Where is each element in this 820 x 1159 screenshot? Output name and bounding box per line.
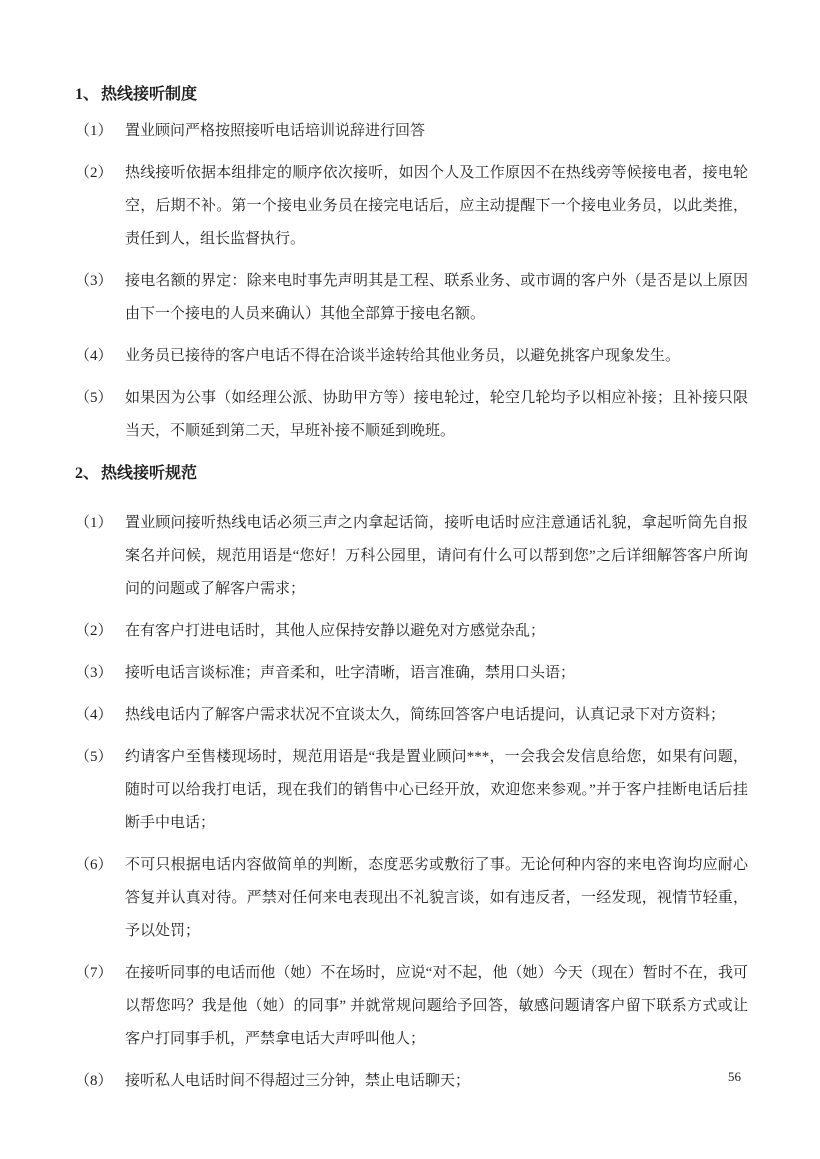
list-item-number: （3） bbox=[75, 273, 113, 289]
list-item bbox=[75, 849, 748, 948]
list-item-text: 在有客户打进电话时，其他人应保持安静以避免对方感觉杂乱； bbox=[125, 623, 546, 639]
list-item-text: 接听私人电话时间不得超过三分钟，禁止电话聊天； bbox=[125, 1073, 471, 1089]
list-item-number: （5） bbox=[75, 390, 113, 406]
list-item bbox=[75, 115, 748, 148]
list-item-text: 约请客户至售楼现场时，规范用语是“我是置业顾问***，一会我会发信息给您，如果有问题，随时可以给我打电话，现在我们的销售中心已经开放，欢迎您来参观。”并于客户挂断电话后挂断手中电话； bbox=[125, 749, 748, 831]
list-item-number: （4） bbox=[75, 707, 113, 723]
section-2-heading bbox=[75, 457, 748, 490]
list-item-text: 置业顾问严格按照接听电话培训说辞进行回答 bbox=[125, 123, 426, 139]
list-item-number: （5） bbox=[75, 749, 113, 765]
list-item bbox=[75, 265, 748, 331]
list-item-text: 如果因为公事（如经理公派、协助甲方等）接电轮过，轮空几轮均予以相应补接；且补接只限当天，不顺延到第二天，早班补接不顺延到晚班。 bbox=[125, 390, 748, 439]
list-item bbox=[75, 340, 748, 373]
list-item bbox=[75, 657, 748, 690]
list-item-text: 热线电话内了解客户需求状况不宜谈太久，简练回答客户电话提问，认真记录下对方资料； bbox=[125, 707, 726, 723]
list-item-number: （1） bbox=[75, 123, 113, 139]
list-item-text: 置业顾问接听热线电话必须三声之内拿起话筒，接听电话时应注意通话礼貌，拿起听筒先自报案名并问候，规范用语是“您好！万科公园里，请问有什么可以帮到您”之后详细解答客户所询问的问题或了解客户需求； bbox=[125, 515, 748, 597]
list-item bbox=[75, 1065, 748, 1098]
page-number: 56 bbox=[728, 1069, 741, 1084]
section-1-title: 热线接听制度 bbox=[101, 86, 198, 103]
list-item-text: 接听电话言谈标准；声音柔和，吐字清晰，语言准确，禁用口头语； bbox=[125, 665, 576, 681]
list-item bbox=[75, 615, 748, 648]
list-item-text: 不可只根据电话内容做简单的判断，态度恶劣或敷衍了事。无论何种内容的来电咨询均应耐心答复并认真对待。严禁对任何来电表现出不礼貌言谈，如有违反者，一经发现，视情节轻重，予以处罚； bbox=[125, 857, 748, 939]
list-item bbox=[75, 382, 748, 448]
list-item-text: 业务员已接待的客户电话不得在洽谈半途转给其他业务员，以避免挑客户现象发生。 bbox=[125, 348, 681, 364]
list-item-number: （3） bbox=[75, 665, 113, 681]
section-2-number: 2、 bbox=[75, 465, 100, 482]
list-item-number: （8） bbox=[75, 1073, 113, 1089]
list-item-number: （4） bbox=[75, 348, 113, 364]
list-item bbox=[75, 741, 748, 840]
list-item-text: 在接听同事的电话而他（她）不在场时，应说“对不起，他（她）今天（现在）暂时不在，我可以帮您吗？我是他（她）的同事” 并就常规问题给予回答，敏感问题请客户留下联系方式或让客户打同事手机，严禁拿电话大声呼叫他人； bbox=[125, 965, 748, 1047]
list-item bbox=[75, 957, 748, 1056]
list-item-text: 热线接听依据本组排定的顺序依次接听，如因个人及工作原因不在热线旁等候接电者，接电轮空，后期不补。第一个接电业务员在接完电话后，应主动提醒下一个接电业务员，以此类推，责任到人，组长监督执行。 bbox=[125, 165, 748, 247]
section-2-title: 热线接听规范 bbox=[101, 465, 198, 482]
list-item-number: （7） bbox=[75, 965, 113, 981]
list-item-number: （1） bbox=[75, 515, 113, 531]
list-item-number: （2） bbox=[75, 165, 113, 181]
section-1-number: 1、 bbox=[75, 86, 100, 103]
list-item-text: 接电名额的界定：除来电时事先声明其是工程、联系业务、或市调的客户外（是否是以上原因由下一个接电的人员来确认）其他全部算于接电名额。 bbox=[125, 273, 748, 322]
list-item bbox=[75, 157, 748, 256]
list-item bbox=[75, 699, 748, 732]
list-item-number: （2） bbox=[75, 623, 113, 639]
list-item-number: （6） bbox=[75, 857, 113, 873]
section-1-heading bbox=[75, 78, 748, 111]
list-item bbox=[75, 507, 748, 606]
